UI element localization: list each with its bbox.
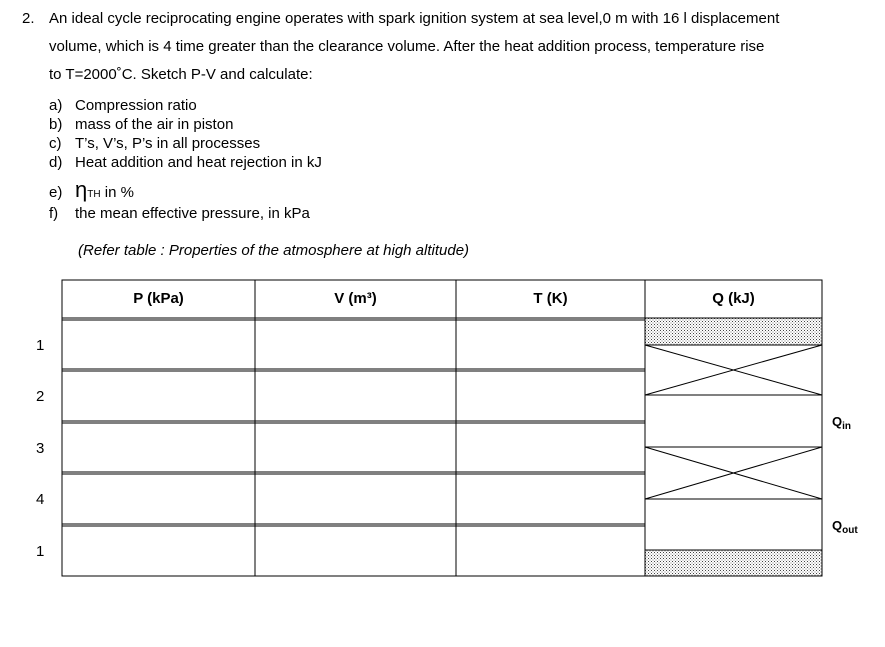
item-label: d) [49, 154, 63, 171]
row-label-2: 2 [36, 388, 45, 405]
row-label-3: 3 [36, 440, 45, 457]
q-in-main: Q [832, 414, 843, 429]
q-out-main: Q [832, 518, 843, 533]
row-label-4: 4 [36, 491, 45, 508]
question-line-1: An ideal cycle reciprocating engine operates with spark ignition system at sea level,0 m with 16 l displacement [49, 10, 780, 27]
item-text: T’s, V’s, P’s in all processes [75, 135, 261, 152]
item-label: f) [49, 205, 59, 222]
q-out-sub: out [842, 525, 858, 536]
header-pressure: P (kPa) [133, 290, 184, 307]
row-label-1: 1 [36, 337, 45, 354]
q-in-sub: in [842, 421, 852, 432]
q-in-label [832, 414, 851, 432]
item-label: e) [49, 184, 63, 201]
item-label: c) [49, 135, 62, 152]
item-label: b) [49, 116, 63, 133]
q-shaded-bottom [645, 550, 822, 576]
header-heat: Q (kJ) [712, 290, 755, 307]
q-out-label [832, 518, 858, 536]
question-number: 2. [22, 10, 35, 27]
eta-subscript: TH [87, 189, 101, 200]
question-line-2: volume, which is 4 time greater than the clearance volume. After the heat addition process, temperature rise [49, 38, 765, 55]
item-text: Compression ratio [75, 97, 197, 114]
item-text: Heat addition and heat rejection in kJ [75, 154, 322, 171]
header-temperature: T (K) [533, 290, 568, 307]
row-label-1-return: 1 [36, 543, 45, 560]
item-text: mass of the air in piston [75, 116, 234, 133]
q-shaded-top [645, 318, 822, 345]
header-volume: V (m³) [334, 290, 377, 307]
item-text: the mean effective pressure, in kPa [75, 205, 310, 222]
item-label: a) [49, 97, 63, 114]
reference-note: (Refer table : Properties of the atmosphere at high altitude) [78, 242, 470, 259]
question-line-3: to T=2000˚C. Sketch P-V and calculate: [49, 66, 313, 83]
eta-symbol: η [75, 177, 88, 202]
item-text: in % [100, 184, 134, 201]
